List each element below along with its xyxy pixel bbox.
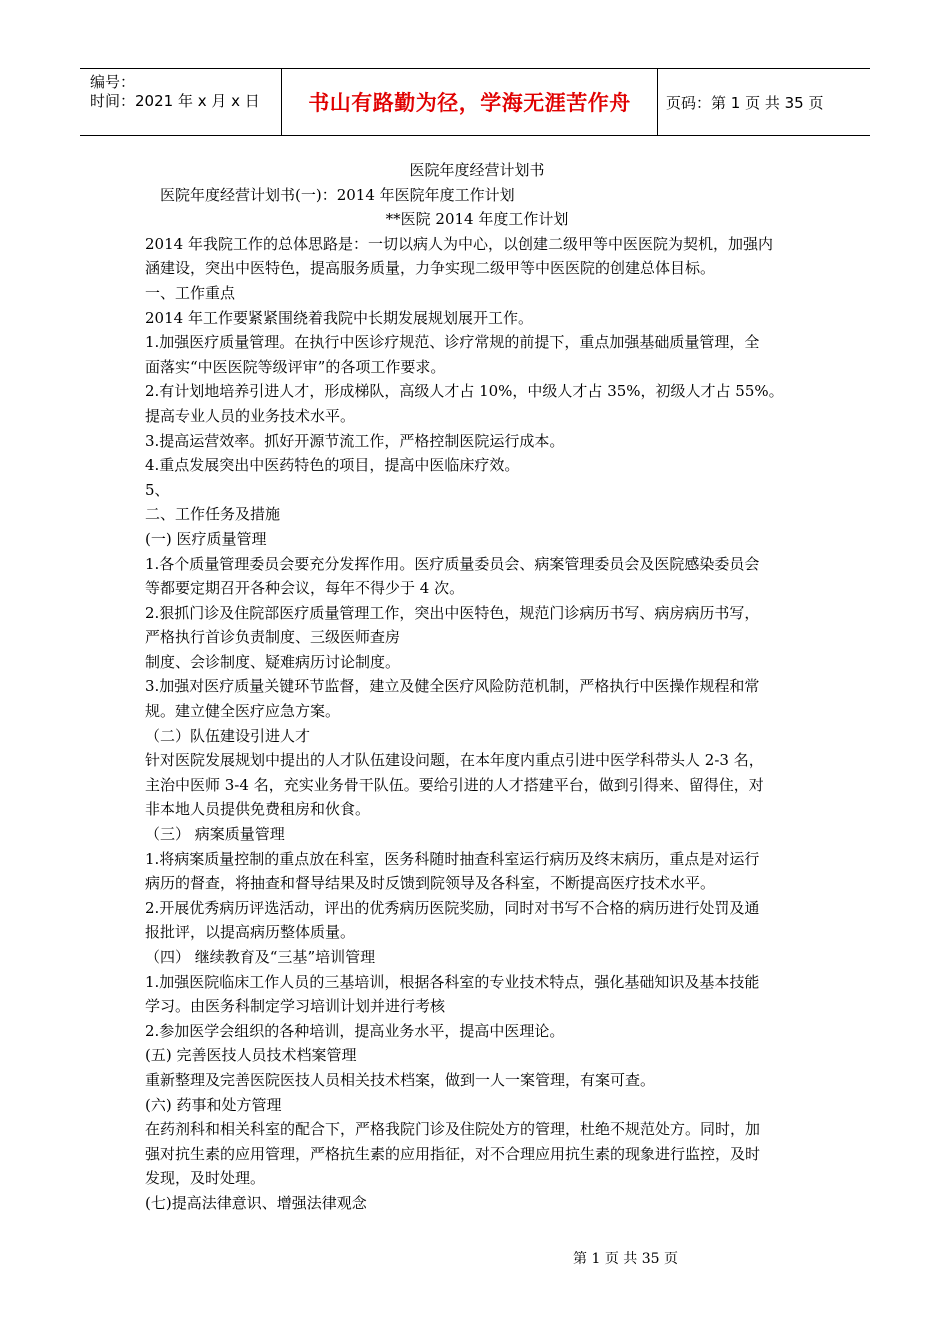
text-line: 主治中医师 3-4 名，充实业务骨干队伍。要给引进的人才搭建平台，做到引得来、留得住，对 bbox=[145, 775, 764, 794]
header-page-info bbox=[658, 69, 870, 135]
text-line: 面落实“中医医院等级评审”的各项工作要求。 bbox=[145, 357, 446, 376]
text-line: (五) 完善医技人员技术档案管理 bbox=[145, 1046, 357, 1065]
text-line: 规。建立健全医疗应急方案。 bbox=[145, 702, 341, 721]
text-line: 3.加强对医疗质量关键环节监督，建立及健全医疗风险防范机制，严格执行中医操作规程和常 bbox=[145, 677, 760, 696]
number-label: 编号： bbox=[90, 73, 136, 91]
text-line: 针对医院发展规划中提出的人才队伍建设问题，在本年度内重点引进中医学科带头人 2-3 名， bbox=[145, 751, 764, 770]
text-line: (六) 药事和处方管理 bbox=[145, 1095, 282, 1114]
document-title: 医院年度经营计划书 bbox=[409, 161, 545, 179]
page-info: 页码：第 1 页 共 35 页 bbox=[666, 93, 824, 112]
footer-page-number: 第 1 页 共 35 页 bbox=[573, 1251, 678, 1267]
page-footer bbox=[0, 1248, 950, 1268]
text-line: 2014 年我院工作的总体思路是：一切以病人为中心，以创建二级甲等中医医院为契机，加强内 bbox=[145, 234, 773, 253]
text-line: 5、 bbox=[145, 480, 170, 499]
text-line: 1.加强医院临床工作人员的三基培训，根据各科室的专业技术特点，强化基础知识及基本技能 bbox=[145, 972, 760, 991]
text-line: 非本地人员提供免费租房和伙食。 bbox=[145, 800, 371, 819]
text-line: 重新整理及完善医院医技人员相关技术档案，做到一人一案管理，有案可查。 bbox=[145, 1070, 656, 1089]
text-line: （三） 病案质量管理 bbox=[145, 825, 285, 844]
text-line: (七)提高法律意识、增强法律观念 bbox=[145, 1193, 367, 1212]
header-slogan-cell bbox=[282, 69, 658, 135]
text-line: 2.有计划地培养引进人才，形成梯队，高级人才占 10%，中级人才占 35%，初级人才占 55%。 bbox=[145, 382, 784, 401]
document-subtitle: 医院年度经营计划书(一)：2014 年医院年度工作计划 bbox=[160, 185, 515, 204]
document-heading: **医院 2014 年度工作计划 bbox=[385, 210, 569, 229]
text-line: 学习。由医务科制定学习培训计划并进行考核 bbox=[145, 997, 446, 1016]
time-label: 时间：2021 年 x 月 x 日 bbox=[90, 92, 260, 110]
text-line: 2014 年工作要紧紧围绕着我院中长期发展规划展开工作。 bbox=[145, 308, 533, 327]
text-line: 2.开展优秀病历评选活动，评出的优秀病历医院奖励，同时对书写不合格的病历进行处罚及通 bbox=[145, 898, 760, 917]
text-line: (一) 医疗质量管理 bbox=[145, 529, 267, 548]
header-meta bbox=[80, 69, 282, 135]
text-line: 二、工作任务及措施 bbox=[145, 505, 281, 524]
document-body bbox=[145, 158, 809, 1216]
text-line: 2.参加医学会组织的各种培训，提高业务水平，提高中医理论。 bbox=[145, 1021, 565, 1040]
text-line: 涵建设，突出中医特色，提高服务质量，力争实现二级甲等中医医院的创建总体目标。 bbox=[145, 259, 716, 278]
text-line: 发现，及时处理。 bbox=[145, 1169, 266, 1188]
text-line: 病历的督查，将抽查和督导结果及时反馈到院领导及各科室，不断提高医疗技术水平。 bbox=[145, 874, 716, 893]
document-lines bbox=[145, 232, 809, 1216]
text-line: 1.加强医疗质量管理。在执行中医诊疗规范、诊疗常规的前提下，重点加强基础质量管理，全 bbox=[145, 333, 760, 352]
text-line: 报批评，以提高病历整体质量。 bbox=[145, 923, 356, 942]
text-line: （二）队伍建设引进人才 bbox=[145, 726, 311, 745]
text-line: 等都要定期召开各种会议，每年不得少于 4 次。 bbox=[145, 579, 465, 598]
text-line: 2.狠抓门诊及住院部医疗质量管理工作，突出中医特色，规范门诊病历书写、病房病历书写， bbox=[145, 603, 760, 622]
text-line: 一、工作重点 bbox=[145, 283, 236, 302]
text-line: 4.重点发展突出中医药特色的项目，提高中医临床疗效。 bbox=[145, 456, 520, 475]
text-line: （四） 继续教育及“三基”培训管理 bbox=[145, 948, 376, 966]
text-line: 严格执行首诊负责制度、三级医师查房 bbox=[145, 628, 401, 647]
text-line: 3.提高运营效率。抓好开源节流工作，严格控制医院运行成本。 bbox=[145, 431, 565, 450]
text-line: 强对抗生素的应用管理，严格抗生素的应用指征，对不合理应用抗生素的现象进行监控，及时 bbox=[145, 1144, 761, 1163]
text-line: 1.将病案质量控制的重点放在科室，医务科随时抽查科室运行病历及终末病历，重点是对运行 bbox=[145, 849, 760, 868]
text-line: 提高专业人员的业务技术水平。 bbox=[145, 406, 356, 425]
document-header bbox=[80, 68, 870, 136]
slogan: 书山有路勤为径，学海无涯苦作舟 bbox=[308, 91, 631, 115]
text-line: 在药剂科和相关科室的配合下，严格我院门诊及住院处方的管理，杜绝不规范处方。同时，加 bbox=[145, 1120, 761, 1139]
text-line: 1.各个质量管理委员会要充分发挥作用。医疗质量委员会、病案管理委员会及医院感染委员会 bbox=[145, 554, 760, 573]
text-line: 制度、会诊制度、疑难病历讨论制度。 bbox=[145, 652, 401, 671]
